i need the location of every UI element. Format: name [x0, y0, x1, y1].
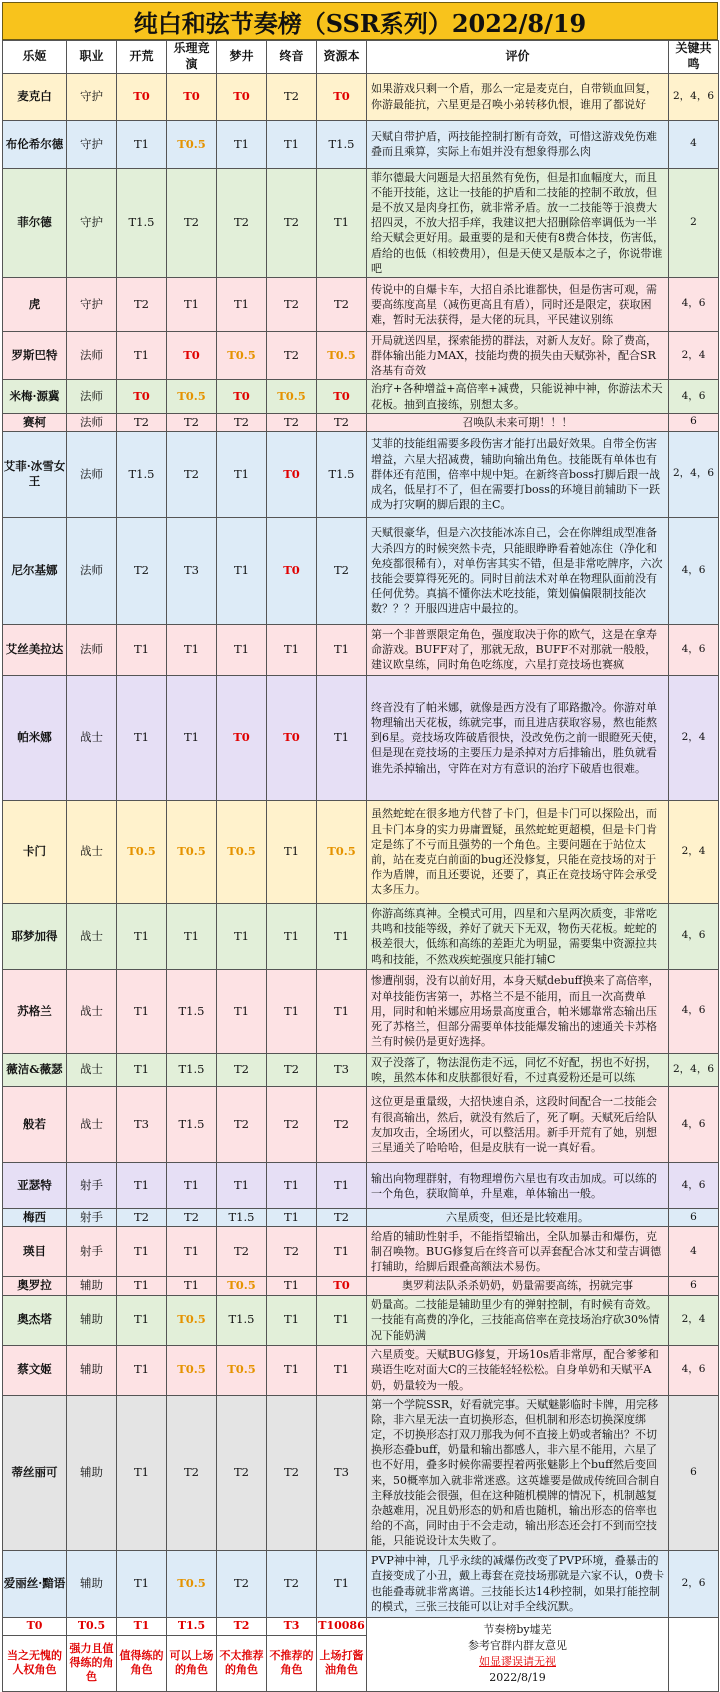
tier-cell: T1 [217, 624, 267, 675]
review-cell: 召唤队未来可期！！！ [367, 413, 669, 431]
class-cell: 辅助 [67, 1395, 117, 1550]
resonance-cell: 4，6 [669, 1345, 719, 1395]
tier-cell: T1 [267, 1209, 317, 1227]
resonance-cell: 6 [669, 413, 719, 431]
character-name: 麦克白 [3, 73, 67, 120]
tier-cell: T0 [317, 73, 367, 120]
tier-cell: T2 [217, 413, 267, 431]
tier-cell: T3 [167, 517, 217, 624]
tier-cell: T1 [267, 1295, 317, 1345]
class-cell: 法师 [67, 380, 117, 413]
tier-cell: T1 [117, 1395, 167, 1550]
tier-cell: T1 [217, 969, 267, 1053]
class-cell: 法师 [67, 517, 117, 624]
character-name: 虎 [3, 277, 67, 331]
table-row [3, 120, 719, 168]
tier-cell: T0 [267, 517, 317, 624]
tier-cell: T1 [167, 1163, 217, 1209]
review-cell: 如果游戏只剩一个盾，那么一定是麦克白，自带锁血回复，你游最能抗，六星更是召唤小弟转移仇恨，谁用了都说好 [367, 73, 669, 120]
resonance-cell: 2，4，6 [669, 1053, 719, 1086]
review-cell: 给盾的辅助性射手，不能指望输出，全队加暴击和爆伤，克制召唤物。BUG修复后在终音可以弄套配合冰艾和莹吉调德打辅助，给脚后跟叠高额法术易伤。 [367, 1227, 669, 1277]
table-row [3, 624, 719, 675]
tier-cell: T0 [167, 73, 217, 120]
character-name: 爱丽丝·黯语 [3, 1550, 67, 1617]
tier-cell: T0.5 [167, 800, 217, 903]
tier-cell: T2 [267, 168, 317, 277]
tier-cell: T0 [317, 1277, 367, 1295]
tier-cell: T1 [167, 903, 217, 969]
table-row [3, 1227, 719, 1277]
tier-cell: T1 [167, 1277, 217, 1295]
tier-cell: T0 [267, 431, 317, 517]
tier-cell: T1 [117, 1277, 167, 1295]
class-cell: 射手 [67, 1227, 117, 1277]
resonance-cell: 4，6 [669, 969, 719, 1053]
tier-cell: T1 [217, 277, 267, 331]
tier-cell: T2 [117, 1209, 167, 1227]
legend-tier: T0 [3, 1617, 67, 1635]
class-cell: 守护 [67, 120, 117, 168]
table-row [3, 1395, 719, 1550]
review-cell: 惨遭削弱，没有以前好用，本身天赋debuff换来了高倍率，对单技能伤害第一，苏格兰不是不能用，而且一次高费单用，同时和帕米娜应用场景高度重合，帕米娜靠常态输出压死了苏格兰，但部分需要单体技能爆发输出的速通关卡苏格兰有时候仍是更好选择。 [367, 969, 669, 1053]
class-cell: 辅助 [67, 1295, 117, 1345]
review-cell: 开局就送四星，探索能捞的群法，对新人友好。除了费高，群体输出能力MAX，技能均费的损失由天赋弥补，配合SR洛基有奇效 [367, 331, 669, 380]
table-row [3, 277, 719, 331]
tier-cell: T2 [217, 1087, 267, 1163]
table-row [3, 517, 719, 624]
tier-cell: T1 [117, 1345, 167, 1395]
table-row [3, 1163, 719, 1209]
tier-cell: T2 [117, 413, 167, 431]
tier-table [2, 40, 719, 1692]
character-name: 奥杰塔 [3, 1295, 67, 1345]
resonance-cell: 2，4 [669, 331, 719, 380]
review-cell: 第一个非普票限定角色，强度取决于你的欧气，这是在拿寿命游戏。BUFF对了，那就无敌，BUFF不对那就一般般，建议欧皇练，同时角色吃练度，六星打竞技场也赛疯 [367, 624, 669, 675]
tier-cell: T2 [267, 1395, 317, 1550]
table-row [3, 1209, 719, 1227]
tier-cell: T1 [167, 624, 217, 675]
tier-cell: T3 [317, 1053, 367, 1086]
tier-cell: T3 [317, 1395, 367, 1550]
tier-cell: T1 [267, 1345, 317, 1395]
tier-cell: T1 [217, 1163, 267, 1209]
signature-reference: 参考官群内群友意见 [468, 1639, 567, 1653]
review-cell: 菲尔德最大问题是大招虽然有免伤，但是扣血幅度大，而且不能开技能，这让一技能的护盾和二技能的控制不敢放，但是不放又是肉身扛伤，就非常矛盾。放一二技能等于浪费大招四灵，不放大招手痒，我建议把大招删除倍率调低为一半给天赋会更好用。最重要的是和天使有8费合体技，伤害低，盾给的也低（相较费用），但是天使又是版本之子，你说带谁吧 [367, 168, 669, 277]
review-cell: 这位更是重量级，大招快速自杀，这段时间配合一二技能会有很高输出，然后，就没有然后了，死了啊。天赋死后给队友加攻击，全场团火，可以整活用。新手开荒有了她，别想三星通关了哈哈哈，但是皮肤有一说一真好看。 [367, 1087, 669, 1163]
tier-cell: T2 [167, 1395, 217, 1550]
table-row [3, 73, 719, 120]
table-row [3, 431, 719, 517]
resonance-cell: 2，4，6 [669, 73, 719, 120]
table-row [3, 380, 719, 413]
table-row [3, 903, 719, 969]
tier-cell: T0.5 [167, 1550, 217, 1617]
review-cell: 六星质变，但还是比较难用。 [367, 1209, 669, 1227]
tier-cell: T1 [317, 168, 367, 277]
tier-cell: T2 [167, 1209, 217, 1227]
legend-tier-row [3, 1617, 719, 1635]
signature-author: 节奏榜by墟芜 [483, 1623, 552, 1637]
tier-cell: T1.5 [317, 120, 367, 168]
review-cell: 天赋很豪华，但是六次技能冰冻自己，会在你牌组成型准备大杀四方的时候突然卡壳，只能眼睁睁看着她冻住（净化和免疫都很稀有），对单伤害其实不错，但是非常吃牌序，六次技能会要算得死死的。同时目前法术对单在物理队面前没有任何优势。真搞不懂你法术吃技能，策划偏偏限制技能次数？？？开服四进店中最拉的。 [367, 517, 669, 624]
table-row [3, 1345, 719, 1395]
table-row [3, 969, 719, 1053]
resonance-cell: 4，6 [669, 277, 719, 331]
legend-desc: 上场打酱油角色 [317, 1635, 367, 1691]
table-row [3, 413, 719, 431]
tier-cell: T1 [117, 331, 167, 380]
legend-desc: 当之无愧的人权角色 [3, 1635, 67, 1691]
tier-cell: T2 [267, 1227, 317, 1277]
review-cell: 第一个学院SSR，好看就完事。天赋魅影临时卡牌，用完移除，非六星无法一直切换形态，但机制和形态切换深度绑定，不切换形态打双刀那我为何不直接上奶或者输出？不切换形态叠buff，奶量和输出都感人，非六星不能用，六星了也不好用，叠多时候你需要捏着两张魅影上个buff然后变回来，50概率加入就非常迷惑。这英雄要是做成传统回合制自主释放技能会很强，但在这种随机模牌的情况下，机制越复杂越难用，况且奶形态的奶和盾也随机，输出形态的倍率也给的不高，同时由于不会走动，输出形态还会打不到而空技能，只能说设计太失败了。 [367, 1395, 669, 1550]
tier-cell: T3 [117, 1087, 167, 1163]
tier-cell: T0.5 [167, 1295, 217, 1345]
character-name: 艾菲·冰雪女王 [3, 431, 67, 517]
header-cell: 开荒 [117, 41, 167, 74]
tier-cell: T1 [317, 969, 367, 1053]
tier-cell: T1 [167, 675, 217, 800]
resonance-cell: 4，6 [669, 380, 719, 413]
tier-cell: T1.5 [167, 969, 217, 1053]
tier-cell: T2 [217, 1227, 267, 1277]
character-name: 奥罗拉 [3, 1277, 67, 1295]
tier-cell: T0.5 [267, 380, 317, 413]
character-name: 赛柯 [3, 413, 67, 431]
tier-cell: T2 [317, 1087, 367, 1163]
table-row [3, 1550, 719, 1617]
tier-cell: T1 [117, 120, 167, 168]
character-name: 菲尔德 [3, 168, 67, 277]
tier-cell: T1.5 [217, 1295, 267, 1345]
tier-cell: T1 [317, 1295, 367, 1345]
character-name: 布伦希尔德 [3, 120, 67, 168]
class-cell: 战士 [67, 1087, 117, 1163]
resonance-cell: 6 [669, 1277, 719, 1295]
legend-tier: T2 [217, 1617, 267, 1635]
tier-cell: T1 [267, 969, 317, 1053]
table-row [3, 331, 719, 380]
tier-cell: T1 [217, 903, 267, 969]
resonance-cell: 2，4 [669, 1295, 719, 1345]
tier-cell: T1 [117, 969, 167, 1053]
review-cell: 奥罗莉法队杀杀奶奶，奶量需要高练，拐就完事 [367, 1277, 669, 1295]
tier-cell: T1 [167, 1227, 217, 1277]
header-cell: 资源本 [317, 41, 367, 74]
character-name: 尼尔基娜 [3, 517, 67, 624]
resonance-cell: 2，4，6 [669, 431, 719, 517]
tier-cell: T0 [317, 380, 367, 413]
tier-cell: T1 [117, 1053, 167, 1086]
tier-cell: T2 [267, 331, 317, 380]
tier-cell: T1 [117, 1550, 167, 1617]
tier-cell: T0.5 [317, 800, 367, 903]
character-name: 蔡文姬 [3, 1345, 67, 1395]
character-name: 帕米娜 [3, 675, 67, 800]
character-name: 卡门 [3, 800, 67, 903]
tier-cell: T1 [317, 1550, 367, 1617]
tier-cell: T1 [117, 675, 167, 800]
tier-cell: T0 [217, 380, 267, 413]
character-name: 瑛目 [3, 1227, 67, 1277]
legend-desc: 强力且值得练的角色 [67, 1635, 117, 1691]
class-cell: 守护 [67, 168, 117, 277]
tier-cell: T0 [217, 675, 267, 800]
tier-cell: T1 [317, 624, 367, 675]
tier-cell: T2 [117, 277, 167, 331]
resonance-cell: 2，6 [669, 1550, 719, 1617]
tier-cell: T0.5 [217, 800, 267, 903]
tier-cell: T1 [217, 517, 267, 624]
character-name: 苏格兰 [3, 969, 67, 1053]
resonance-cell: 4，6 [669, 517, 719, 624]
tier-cell: T2 [217, 1550, 267, 1617]
tier-cell: T1 [317, 903, 367, 969]
review-cell: 奶量高。二技能是辅助里少有的弹射控制，有时候有奇效。一技能有高费的净化，三技能高倍率在竞技场治疗砍30%情况下能奶满 [367, 1295, 669, 1345]
tier-cell: T1 [117, 1163, 167, 1209]
character-name: 艾丝美拉达 [3, 624, 67, 675]
class-cell: 辅助 [67, 1345, 117, 1395]
signature-date: 2022/8/19 [489, 1671, 546, 1685]
tier-cell: T2 [267, 73, 317, 120]
table-row [3, 1277, 719, 1295]
legend-desc: 不太推荐的角色 [217, 1635, 267, 1691]
resonance-cell: 4，6 [669, 903, 719, 969]
tier-cell: T2 [167, 168, 217, 277]
table-row [3, 1053, 719, 1086]
header-row [3, 41, 719, 74]
legend-tier: T10086 [317, 1617, 367, 1635]
character-name: 米梅·源冀 [3, 380, 67, 413]
tier-cell: T0.5 [217, 331, 267, 380]
class-cell: 战士 [67, 1053, 117, 1086]
tier-cell: T2 [167, 413, 217, 431]
tier-cell: T0.5 [167, 1345, 217, 1395]
header-cell: 评价 [367, 41, 669, 74]
tier-cell: T2 [267, 1550, 317, 1617]
tier-cell: T2 [267, 1053, 317, 1086]
signature-disclaimer-link[interactable]: 如显谬误请无视 [479, 1655, 556, 1669]
tier-cell: T1 [267, 120, 317, 168]
tier-cell: T0 [117, 380, 167, 413]
tier-cell: T1.5 [117, 168, 167, 277]
class-cell: 射手 [67, 1163, 117, 1209]
character-name: 耶梦加得 [3, 903, 67, 969]
tier-cell: T2 [217, 168, 267, 277]
review-cell: 六星质变。天赋BUG修复，开场10s盾非常厚，配合爹爹和瑛语生吃对面大C的三技能轻轻松松。自身单奶和天赋平A奶，奶量较为一般。 [367, 1345, 669, 1395]
tier-cell: T1 [217, 431, 267, 517]
tier-cell: T1 [117, 1295, 167, 1345]
review-cell: 天赋自带护盾，两技能控制打断有奇效，可惜这游戏免伤难叠而且乘算，实际上布姐并没有想象得那么肉 [367, 120, 669, 168]
tier-cell: T0.5 [217, 1277, 267, 1295]
character-name: 梅西 [3, 1209, 67, 1227]
class-cell: 战士 [67, 903, 117, 969]
tier-cell: T2 [217, 1395, 267, 1550]
legend-desc: 可以上场的角色 [167, 1635, 217, 1691]
header-cell: 梦井 [217, 41, 267, 74]
tier-cell: T1 [117, 624, 167, 675]
tier-cell: T1.5 [167, 1053, 217, 1086]
table-row [3, 800, 719, 903]
class-cell: 法师 [67, 331, 117, 380]
table-row [3, 168, 719, 277]
review-cell: 虽然蛇蛇在很多地方代替了卡门，但是卡门可以探险出，而且卡门本身的实力毋庸置疑，虽然蛇蛇更超模，但是卡门肯定是练了不亏而且强势的一个角色。主要问题在于站位太前，站在麦克白前面的bug还没修复，只能在竞技场的对于作为盾牌，而且还要说，还要了，真正在竞技场守阵会承受太多压力。 [367, 800, 669, 903]
resonance-cell: 4，6 [669, 624, 719, 675]
tier-cell: T2 [317, 413, 367, 431]
tier-cell: T1 [117, 903, 167, 969]
tier-cell: T1 [267, 1277, 317, 1295]
class-cell: 射手 [67, 1209, 117, 1227]
tier-cell: T1 [267, 624, 317, 675]
tier-cell: T0.5 [317, 331, 367, 380]
tier-cell: T2 [267, 1087, 317, 1163]
tier-cell: T1 [117, 1227, 167, 1277]
tier-cell: T1 [217, 120, 267, 168]
character-name: 般若 [3, 1087, 67, 1163]
review-cell: PVP神中神，几乎永续的减爆伤改变了PVP环境，叠暴击的直接变成了小丑，戴上毒套在竞技场那就是六家不认，0费卡也能叠毒就非常离谱。三技能长达14秒控制，如果打能控制的模式，三张三技能可以让对手全线沉默。 [367, 1550, 669, 1617]
resonance-cell: 4 [669, 120, 719, 168]
tier-cell: T1.5 [317, 431, 367, 517]
tier-cell: T0.5 [117, 800, 167, 903]
legend-tier: T1 [117, 1617, 167, 1635]
resonance-cell: 2，4 [669, 675, 719, 800]
class-cell: 战士 [67, 675, 117, 800]
character-name: 亚瑟特 [3, 1163, 67, 1209]
tier-cell: T1 [267, 800, 317, 903]
tier-cell: T2 [267, 277, 317, 331]
tier-cell: T2 [317, 1209, 367, 1227]
tier-cell: T1 [317, 1345, 367, 1395]
legend-tier: T0.5 [67, 1617, 117, 1635]
class-cell: 战士 [67, 969, 117, 1053]
class-cell: 守护 [67, 277, 117, 331]
resonance-cell: 2 [669, 168, 719, 277]
class-cell: 辅助 [67, 1277, 117, 1295]
review-cell: 你游高练真神。全模式可用，四星和六星两次质变，非常吃共鸣和技能等级，养好了就天下无双，物伤天花板。蛇蛇的极差很大，低练和高练的差距尤为明显，需要集中资源拉共鸣和技能，不然戏疾蛇强度只能打辅C [367, 903, 669, 969]
class-cell: 法师 [67, 431, 117, 517]
tier-cell: T2 [317, 517, 367, 624]
tier-cell: T2 [317, 277, 367, 331]
class-cell: 战士 [67, 800, 117, 903]
review-cell: 传说中的自爆卡车，大招自杀比谁都快，但是伤害可观，需要高练度高星（减伤更高且有盾），同时还是限定，获取困难，暂时无法获得，是大佬的玩具，平民建议别练 [367, 277, 669, 331]
tier-cell: T1 [317, 1163, 367, 1209]
review-cell: 治疗+各种增益+高倍率+减费，只能说神中神，你游法术天花板。抽到直接练，别想太多。 [367, 380, 669, 413]
tier-cell: T2 [217, 1053, 267, 1086]
class-cell: 法师 [67, 413, 117, 431]
tier-cell: T0 [117, 73, 167, 120]
tier-cell: T1 [267, 1163, 317, 1209]
review-cell: 终音没有了帕米娜，就像是西方没有了耶路撒冷。你游对单物理输出天花板，练就完事，而且进店获取容易，熬也能熬到6星。竞技场攻阵破盾很快，没改免伤之前一眼瞪死天使，但是现在竞技场的主要压力是杀掉对方后排输出，胜负就看谁先杀掉输出，守阵在对方有意识的治疗下破盾也很难。 [367, 675, 669, 800]
character-name: 蒂丝丽可 [3, 1395, 67, 1550]
tier-cell: T2 [167, 431, 217, 517]
review-cell: 双子没落了，物法混伤走不远，同忆不好配，拐也不好拐，唉，虽然本体和皮肤都很好看，不过真爱粉还是可以练 [367, 1053, 669, 1086]
tier-cell: T2 [117, 517, 167, 624]
tier-cell: T0 [267, 675, 317, 800]
tier-cell: T1 [317, 1227, 367, 1277]
tier-cell: T0.5 [217, 1345, 267, 1395]
class-cell: 守护 [67, 73, 117, 120]
page-title: 纯白和弦节奏榜（SSR系列）2022/8/19 [2, 2, 718, 40]
legend-tier: T1.5 [167, 1617, 217, 1635]
legend-empty-cell [669, 1617, 719, 1691]
tier-cell: T1.5 [117, 431, 167, 517]
tier-cell: T1.5 [167, 1087, 217, 1163]
legend-desc: 不推荐的角色 [267, 1635, 317, 1691]
character-name: 薇洁&薇瑟 [3, 1053, 67, 1086]
tier-cell: T1.5 [217, 1209, 267, 1227]
table-row [3, 675, 719, 800]
character-name: 罗斯巴特 [3, 331, 67, 380]
resonance-cell: 4，6 [669, 1087, 719, 1163]
header-cell: 乐姬 [3, 41, 67, 74]
review-cell: 输出向物理群射，有物理增伤六星也有攻击加成。可以练的一个角色，获取简单，升星难，单体输出一般。 [367, 1163, 669, 1209]
table-row [3, 1087, 719, 1163]
header-cell: 终音 [267, 41, 317, 74]
header-cell: 职业 [67, 41, 117, 74]
resonance-cell: 6 [669, 1209, 719, 1227]
tier-cell: T1 [317, 675, 367, 800]
tier-cell: T0.5 [167, 380, 217, 413]
resonance-cell: 6 [669, 1395, 719, 1550]
legend-tier: T3 [267, 1617, 317, 1635]
signature-block [367, 1617, 669, 1691]
legend-desc: 值得练的角色 [117, 1635, 167, 1691]
tier-cell: T2 [267, 413, 317, 431]
tier-cell: T0 [167, 331, 217, 380]
tier-cell: T1 [167, 277, 217, 331]
review-cell: 艾菲的技能组需要多段伤害才能打出最好效果。自带全伤害增益，六星大招减费，辅助向输出角色。技能既有单体也有群体还有范围，倍率中规中矩。在新终音boss打脚后跟一战成名，低星打不了，但在需要打boss的环境目前辅助下一跃成为打灾啊的脚后跟的主C。 [367, 431, 669, 517]
resonance-cell: 4 [669, 1227, 719, 1277]
header-cell: 乐理竞演 [167, 41, 217, 74]
table-row [3, 1295, 719, 1345]
tier-cell: T0.5 [167, 120, 217, 168]
tier-cell: T1 [267, 903, 317, 969]
resonance-cell: 2，4 [669, 800, 719, 903]
resonance-cell: 4，6 [669, 1163, 719, 1209]
class-cell: 辅助 [67, 1550, 117, 1617]
header-cell: 关键共鸣 [669, 41, 719, 74]
class-cell: 法师 [67, 624, 117, 675]
tier-cell: T0 [217, 73, 267, 120]
